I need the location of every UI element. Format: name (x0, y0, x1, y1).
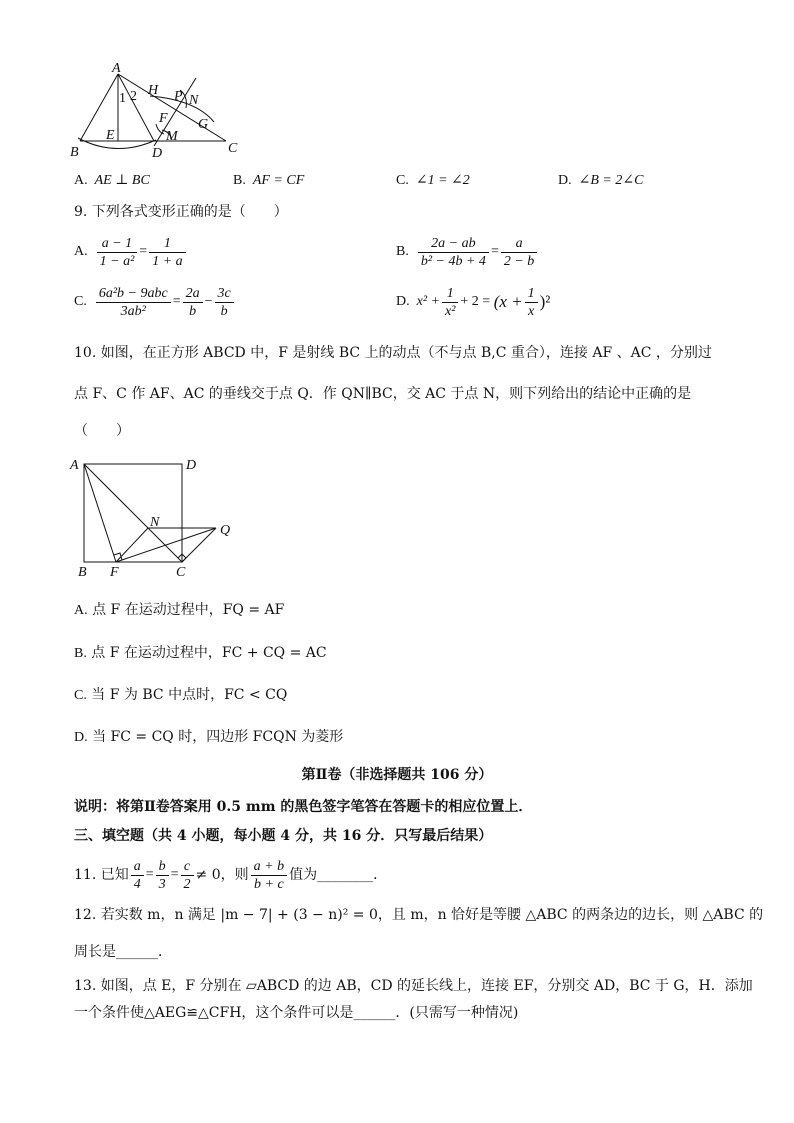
q10-option-a[interactable]: A. 点 F 在运动过程中，FQ = AF (74, 602, 285, 618)
part2-note: 说明：将第Ⅱ卷答案用 0.5 mm 的黑色签字笔答在答题卡的相应位置上． (74, 799, 533, 815)
q10-stem-line1: 10. 如图，在正方形 ABCD 中，F 是射线 BC 上的动点（不与点 B,C 重合），连接 AF 、AC ，分别过 (74, 345, 712, 361)
q13-stem-line1: 13. 如图，点 E，F 分别在 ▱ABCD 的边 AB，CD 的延长线上，连接 EF，分别交 AD，BC 于 G，H．添加 (74, 978, 753, 994)
fraction: $\frac{a}{2 - b}$ (501, 235, 537, 270)
label-M: M (166, 129, 178, 144)
q10-option-c[interactable]: C. 当 F 为 BC 中点时，FC < CQ (74, 687, 288, 703)
q12-stem-line1: 12. 若实数 m，n 满足 |m − 7| + (3 − n)² = 0，且 m，n 恰好是等腰 △ABC 的两条边的边长，则 △ABC 的 (74, 907, 764, 923)
q9-option-b[interactable]: B. $\frac{2a - ab}{\text{b² − 4b + 4}}$ = $\frac{a}{2 - b}$ (396, 232, 539, 272)
label-E: E (106, 128, 115, 143)
arc-bd (78, 138, 156, 149)
q11-stem: 11. 已知 $\frac{a}{4}$ = $\frac{b}{3}$ = $\frac{c}{2}$ ≠ 0，则 $\frac{a + b}{b + c}$ 值为________． (74, 858, 388, 892)
label-angle-2: 2 (130, 89, 137, 104)
label-A: A (70, 458, 79, 473)
triangle-figure-q8 (68, 60, 248, 160)
label-F: F (159, 111, 168, 126)
q9-option-c[interactable]: C. $\frac{\text{6a²b − 9abc}}{\text{3ab²}}$ = $\frac{2a}{b}$ − $\frac{3c}{b}$ (74, 282, 236, 322)
part2-title: 第Ⅱ卷（非选择题共 106 分） (301, 767, 493, 783)
q9-option-a[interactable]: A. $\frac{a - 1}{\text{1 − a²}}$ = $\frac{1}{1 + a}$ (74, 232, 188, 272)
fraction: $\frac{1}{\text{x²}}$ (442, 285, 458, 320)
q8-option-a[interactable]: A. AE ⊥ BC (74, 173, 150, 188)
label-N: N (150, 515, 160, 530)
segment-af (84, 464, 116, 562)
q8-option-b[interactable]: B. AF = CF (233, 173, 305, 188)
label-angle-1: 1 (119, 91, 126, 106)
square-figure-q10 (66, 452, 246, 582)
label-Q: Q (220, 523, 231, 538)
fraction: $\frac{3c}{b}$ (215, 285, 234, 320)
q9-option-d[interactable]: D. x² + $\frac{1}{\text{x²}}$ + 2 = (x + $\frac{1}{x}$ )² (396, 285, 551, 319)
label-G: G (198, 117, 209, 132)
fraction: $\frac{a + b}{b + c}$ (251, 858, 287, 893)
label-P: P (174, 89, 183, 104)
segment-cq (182, 528, 216, 562)
q10-stem-line2: 点 F、C 作 AF、AC 的垂线交于点 Q．作 QN∥BC，交 AC 于点 N，则下列给出的结论中正确的是 (74, 386, 692, 402)
label-C: C (176, 565, 186, 580)
fraction: $\frac{c}{2}$ (181, 858, 194, 893)
q8-option-c[interactable]: C. ∠1 = ∠2 (396, 173, 470, 188)
fraction: $\frac{2a}{b}$ (183, 285, 203, 320)
label-D: D (186, 458, 197, 473)
q8-option-d[interactable]: D. ∠B = 2∠C (558, 173, 644, 188)
label-A: A (112, 61, 121, 76)
q12-answer-line[interactable]: 周长是______． (74, 944, 172, 960)
fraction: $\frac{1}{x}$ (525, 285, 538, 320)
fraction: $\frac{b}{3}$ (156, 858, 169, 893)
label-N: N (189, 93, 199, 108)
q10-option-b[interactable]: B. 点 F 在运动过程中，FC + CQ = AC (74, 645, 327, 661)
fraction: $\frac{a}{4}$ (131, 858, 144, 893)
fraction: $\frac{1}{1 + a}$ (149, 235, 185, 270)
label-C: C (228, 141, 238, 156)
q9-stem: 9. 下列各式变形正确的是（ ） (74, 204, 288, 220)
q13-answer-line[interactable]: 一个条件使△AEG≌△CFH，这个条件可以是______．(只需写一种情况) (74, 1005, 519, 1021)
q10-stem-line3: （ ） (74, 423, 130, 439)
label-F: F (110, 565, 119, 580)
label-B: B (70, 145, 79, 160)
label-B: B (78, 565, 87, 580)
segment-fq (116, 528, 216, 562)
q11-answer-blank[interactable]: 值为________． (289, 867, 388, 883)
fraction: $\frac{2a - ab}{\text{b² − 4b + 4}}$ (418, 235, 489, 270)
label-H: H (148, 83, 159, 98)
fraction: $\frac{\text{6a²b − 9abc}}{\text{3ab²}}$ (96, 285, 171, 320)
diagonal-ac (84, 464, 182, 562)
q10-option-d[interactable]: D. 当 FC = CQ 时，四边形 FCQN 为菱形 (74, 729, 344, 745)
fraction: $\frac{a - 1}{\text{1 − a²}}$ (97, 235, 138, 270)
section-title-fill-in: 三、填空题（共 4 小题，每小题 4 分，共 16 分．只写最后结果） (74, 828, 493, 844)
label-D: D (152, 146, 163, 160)
